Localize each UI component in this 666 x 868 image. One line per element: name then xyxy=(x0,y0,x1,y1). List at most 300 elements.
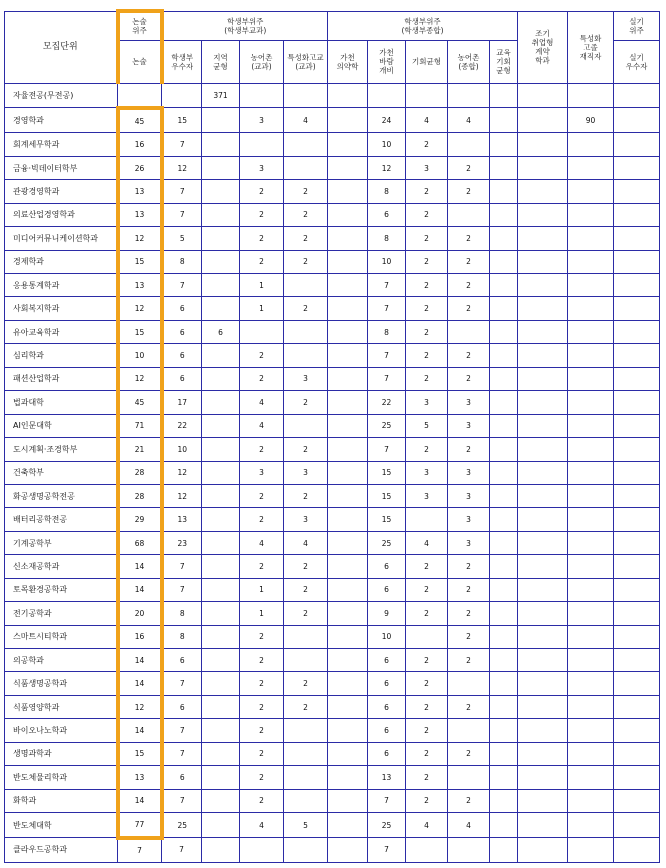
quota-cell xyxy=(490,461,518,484)
quota-cell: 14 xyxy=(118,555,162,578)
quota-cell: 2 xyxy=(240,180,284,203)
quota-cell xyxy=(490,367,518,390)
quota-cell: 10 xyxy=(368,133,406,156)
quota-cell: 2 xyxy=(284,695,328,718)
quota-cell: 8 xyxy=(162,625,202,648)
quota-cell: 6 xyxy=(202,320,240,343)
quota-cell xyxy=(328,367,368,390)
quota-cell xyxy=(614,461,660,484)
quota-cell: 6 xyxy=(368,672,406,695)
quota-cell xyxy=(284,133,328,156)
quota-cell: 14 xyxy=(118,578,162,601)
quota-cell: 2 xyxy=(284,672,328,695)
quota-cell xyxy=(518,156,568,179)
quota-cell xyxy=(490,203,518,226)
quota-cell xyxy=(328,156,368,179)
quota-cell: 25 xyxy=(162,813,202,838)
quota-cell: 2 xyxy=(448,297,490,320)
quota-cell: 1 xyxy=(240,297,284,320)
quota-cell xyxy=(406,508,448,531)
quota-cell: 16 xyxy=(118,133,162,156)
quota-cell: 2 xyxy=(448,695,490,718)
quota-cell: 5 xyxy=(406,414,448,437)
quota-cell xyxy=(568,649,614,672)
quota-cell: 2 xyxy=(240,227,284,250)
quota-cell xyxy=(518,367,568,390)
quota-cell xyxy=(202,789,240,812)
quota-cell: 10 xyxy=(368,625,406,648)
unit-name-cell: 의공학과 xyxy=(5,649,118,672)
quota-cell xyxy=(328,438,368,461)
table-row xyxy=(5,602,660,625)
quota-cell xyxy=(490,133,518,156)
quota-cell xyxy=(614,83,660,108)
quota-cell xyxy=(284,83,328,108)
unit-name-cell: 회계세무학과 xyxy=(5,133,118,156)
quota-cell: 2 xyxy=(240,367,284,390)
quota-cell xyxy=(614,156,660,179)
quota-cell xyxy=(518,344,568,367)
table-row xyxy=(5,719,660,742)
header-nonsul-group: 논술 위주 xyxy=(118,11,162,40)
quota-cell xyxy=(240,838,284,863)
quota-cell: 4 xyxy=(240,531,284,554)
quota-cell xyxy=(448,320,490,343)
quota-cell xyxy=(490,838,518,863)
table-row xyxy=(5,320,660,343)
quota-cell: 2 xyxy=(240,766,284,789)
quota-cell xyxy=(202,203,240,226)
quota-cell: 7 xyxy=(162,742,202,765)
quota-cell xyxy=(490,83,518,108)
quota-cell: 2 xyxy=(406,320,448,343)
quota-cell xyxy=(490,719,518,742)
quota-cell xyxy=(518,438,568,461)
quota-cell xyxy=(328,484,368,507)
quota-cell xyxy=(614,367,660,390)
quota-cell: 3 xyxy=(284,461,328,484)
quota-cell xyxy=(614,602,660,625)
quota-cell xyxy=(448,133,490,156)
quota-cell: 13 xyxy=(162,508,202,531)
quota-cell: 7 xyxy=(162,672,202,695)
header-special-worker: 특성화 고졸 재직자 xyxy=(568,11,614,83)
quota-cell: 3 xyxy=(240,156,284,179)
quota-cell xyxy=(518,838,568,863)
quota-cell: 22 xyxy=(368,391,406,414)
quota-cell: 14 xyxy=(118,789,162,812)
quota-cell xyxy=(568,742,614,765)
quota-cell xyxy=(614,766,660,789)
quota-cell xyxy=(568,695,614,718)
quota-cell xyxy=(614,484,660,507)
table-row xyxy=(5,789,660,812)
quota-cell xyxy=(518,484,568,507)
quota-cell: 2 xyxy=(240,719,284,742)
quota-cell: 12 xyxy=(162,461,202,484)
quota-cell xyxy=(518,602,568,625)
quota-cell: 13 xyxy=(118,766,162,789)
quota-cell: 7 xyxy=(162,719,202,742)
quota-cell xyxy=(490,297,518,320)
quota-cell: 2 xyxy=(240,508,284,531)
quota-cell xyxy=(568,297,614,320)
quota-cell xyxy=(518,766,568,789)
quota-cell: 2 xyxy=(448,555,490,578)
table-row xyxy=(5,391,660,414)
quota-cell: 7 xyxy=(368,438,406,461)
quota-cell xyxy=(202,461,240,484)
quota-cell: 8 xyxy=(162,250,202,273)
quota-cell: 28 xyxy=(118,484,162,507)
quota-cell xyxy=(518,555,568,578)
unit-name-cell: 법과대학 xyxy=(5,391,118,414)
quota-cell xyxy=(614,297,660,320)
quota-cell: 25 xyxy=(368,531,406,554)
quota-cell xyxy=(490,108,518,133)
quota-cell xyxy=(568,133,614,156)
table-row xyxy=(5,649,660,672)
quota-cell: 2 xyxy=(284,578,328,601)
quota-cell xyxy=(328,297,368,320)
quota-cell xyxy=(328,320,368,343)
quota-cell: 2 xyxy=(448,367,490,390)
quota-cell: 2 xyxy=(406,578,448,601)
quota-cell xyxy=(614,578,660,601)
quota-cell xyxy=(518,297,568,320)
quota-cell xyxy=(490,742,518,765)
quota-cell: 22 xyxy=(162,414,202,437)
quota-cell: 4 xyxy=(406,531,448,554)
quota-cell xyxy=(518,672,568,695)
quota-cell: 7 xyxy=(368,297,406,320)
quota-cell xyxy=(568,484,614,507)
table-row xyxy=(5,578,660,601)
quota-cell xyxy=(614,672,660,695)
quota-cell: 6 xyxy=(368,719,406,742)
quota-cell xyxy=(568,508,614,531)
quota-cell xyxy=(568,531,614,554)
table-row xyxy=(5,297,660,320)
quota-cell: 12 xyxy=(118,297,162,320)
quota-cell: 7 xyxy=(118,838,162,863)
quota-cell xyxy=(284,649,328,672)
quota-cell xyxy=(614,838,660,863)
unit-name-cell: 유아교육학과 xyxy=(5,320,118,343)
quota-cell: 2 xyxy=(406,133,448,156)
quota-cell: 6 xyxy=(368,695,406,718)
quota-cell: 71 xyxy=(118,414,162,437)
quota-cell: 2 xyxy=(448,227,490,250)
quota-cell xyxy=(328,695,368,718)
quota-cell: 2 xyxy=(240,672,284,695)
quota-cell xyxy=(202,625,240,648)
quota-cell xyxy=(490,555,518,578)
quota-cell: 7 xyxy=(368,367,406,390)
quota-cell xyxy=(284,274,328,297)
quota-cell: 16 xyxy=(118,625,162,648)
quota-cell xyxy=(202,297,240,320)
unit-name-cell: 클라우드공학과 xyxy=(5,838,118,863)
quota-cell xyxy=(568,438,614,461)
quota-cell xyxy=(202,531,240,554)
quota-cell: 2 xyxy=(448,274,490,297)
quota-cell: 7 xyxy=(368,789,406,812)
quota-cell xyxy=(202,227,240,250)
quota-cell: 2 xyxy=(406,250,448,273)
quota-cell: 2 xyxy=(240,438,284,461)
table-row xyxy=(5,414,660,437)
quota-cell: 15 xyxy=(118,250,162,273)
quota-cell xyxy=(518,813,568,838)
quota-cell xyxy=(490,649,518,672)
quota-cell: 2 xyxy=(240,695,284,718)
quota-cell: 2 xyxy=(406,602,448,625)
quota-cell xyxy=(490,813,518,838)
quota-cell: 12 xyxy=(368,156,406,179)
unit-name-cell: 기계공학부 xyxy=(5,531,118,554)
quota-cell: 2 xyxy=(284,602,328,625)
quota-cell xyxy=(518,742,568,765)
quota-cell: 2 xyxy=(406,649,448,672)
unit-name-cell: 금융·빅데이터학부 xyxy=(5,156,118,179)
unit-name-cell: 의료산업경영학과 xyxy=(5,203,118,226)
quota-cell xyxy=(328,672,368,695)
quota-cell xyxy=(202,367,240,390)
quota-cell xyxy=(614,742,660,765)
quota-cell: 4 xyxy=(406,813,448,838)
quota-cell: 6 xyxy=(368,649,406,672)
quota-cell: 29 xyxy=(118,508,162,531)
quota-cell: 14 xyxy=(118,719,162,742)
quota-cell: 2 xyxy=(448,156,490,179)
quota-cell xyxy=(614,695,660,718)
quota-cell xyxy=(518,391,568,414)
unit-name-cell: AI인문대학 xyxy=(5,414,118,437)
quota-cell xyxy=(328,531,368,554)
quota-cell xyxy=(614,391,660,414)
quota-cell: 3 xyxy=(406,391,448,414)
quota-cell: 4 xyxy=(406,108,448,133)
quota-cell: 2 xyxy=(284,180,328,203)
quota-cell xyxy=(328,555,368,578)
header-hakgyo-group: 학생부위주 (학생부교과) xyxy=(162,11,328,40)
quota-cell xyxy=(490,531,518,554)
quota-cell: 7 xyxy=(162,838,202,863)
quota-cell: 14 xyxy=(118,672,162,695)
quota-cell: 8 xyxy=(162,602,202,625)
quota-cell xyxy=(328,83,368,108)
quota-cell: 3 xyxy=(406,461,448,484)
quota-cell: 9 xyxy=(368,602,406,625)
quota-cell: 1 xyxy=(240,578,284,601)
quota-cell xyxy=(328,250,368,273)
quota-cell xyxy=(284,344,328,367)
quota-cell: 4 xyxy=(240,813,284,838)
quota-cell: 68 xyxy=(118,531,162,554)
quota-cell xyxy=(202,719,240,742)
quota-cell: 2 xyxy=(406,227,448,250)
table-row xyxy=(5,203,660,226)
quota-cell: 10 xyxy=(162,438,202,461)
quota-cell: 2 xyxy=(284,438,328,461)
subheader-regional-balance: 지역 균형 xyxy=(202,40,240,83)
table-row xyxy=(5,367,660,390)
table-row xyxy=(5,227,660,250)
quota-cell xyxy=(202,180,240,203)
quota-cell xyxy=(240,133,284,156)
quota-cell xyxy=(118,83,162,108)
quota-cell xyxy=(368,83,406,108)
quota-cell xyxy=(614,108,660,133)
quota-cell xyxy=(202,484,240,507)
quota-cell: 6 xyxy=(162,766,202,789)
quota-cell xyxy=(328,766,368,789)
quota-cell xyxy=(202,555,240,578)
quota-cell xyxy=(202,156,240,179)
quota-cell xyxy=(518,531,568,554)
quota-cell: 10 xyxy=(368,250,406,273)
quota-cell: 2 xyxy=(284,555,328,578)
quota-cell xyxy=(490,391,518,414)
quota-cell: 6 xyxy=(368,742,406,765)
quota-cell: 7 xyxy=(368,274,406,297)
quota-cell: 2 xyxy=(406,344,448,367)
quota-cell xyxy=(490,414,518,437)
quota-cell xyxy=(518,414,568,437)
table-row xyxy=(5,766,660,789)
header-early-contract: 조기 취업형 계약 학과 xyxy=(518,11,568,83)
quota-cell: 2 xyxy=(448,789,490,812)
quota-cell: 23 xyxy=(162,531,202,554)
quota-cell xyxy=(328,274,368,297)
quota-cell: 3 xyxy=(406,156,448,179)
quota-cell: 12 xyxy=(118,695,162,718)
quota-cell: 12 xyxy=(162,156,202,179)
quota-cell xyxy=(328,180,368,203)
quota-cell xyxy=(448,766,490,789)
quota-cell xyxy=(448,83,490,108)
quota-cell xyxy=(448,203,490,226)
quota-cell: 2 xyxy=(406,180,448,203)
quota-cell xyxy=(328,108,368,133)
quota-cell xyxy=(568,766,614,789)
quota-cell xyxy=(490,766,518,789)
quota-cell xyxy=(328,625,368,648)
quota-cell xyxy=(518,203,568,226)
unit-name-cell: 사회복지학과 xyxy=(5,297,118,320)
quota-cell: 7 xyxy=(162,789,202,812)
admission-table-wrapper xyxy=(4,9,660,863)
table-row xyxy=(5,484,660,507)
quota-cell: 6 xyxy=(162,297,202,320)
quota-cell: 3 xyxy=(448,414,490,437)
unit-name-cell: 건축학부 xyxy=(5,461,118,484)
unit-name-cell: 전기공학과 xyxy=(5,602,118,625)
quota-cell xyxy=(448,838,490,863)
quota-cell: 2 xyxy=(240,250,284,273)
quota-cell xyxy=(568,625,614,648)
unit-name-cell: 심리학과 xyxy=(5,344,118,367)
quota-cell xyxy=(614,250,660,273)
unit-name-cell: 경제학과 xyxy=(5,250,118,273)
quota-cell xyxy=(614,555,660,578)
quota-cell xyxy=(490,625,518,648)
quota-cell: 2 xyxy=(406,672,448,695)
quota-cell xyxy=(614,344,660,367)
unit-name-cell: 반도체대학 xyxy=(5,813,118,838)
quota-cell: 90 xyxy=(568,108,614,133)
quota-cell: 15 xyxy=(118,742,162,765)
quota-cell xyxy=(284,156,328,179)
quota-cell xyxy=(568,461,614,484)
quota-cell: 3 xyxy=(448,461,490,484)
quota-cell xyxy=(202,438,240,461)
quota-cell xyxy=(568,555,614,578)
quota-cell: 6 xyxy=(162,695,202,718)
quota-cell xyxy=(202,274,240,297)
quota-cell: 13 xyxy=(118,274,162,297)
quota-cell: 2 xyxy=(448,578,490,601)
quota-cell: 2 xyxy=(240,555,284,578)
quota-cell xyxy=(284,742,328,765)
quota-cell xyxy=(328,742,368,765)
table-row xyxy=(5,813,660,838)
subheader-education-opportunity: 교육 기회 균형 xyxy=(490,40,518,83)
quota-cell xyxy=(202,766,240,789)
quota-cell xyxy=(202,250,240,273)
quota-cell: 1 xyxy=(240,602,284,625)
table-row xyxy=(5,625,660,648)
quota-cell xyxy=(202,108,240,133)
quota-cell xyxy=(328,813,368,838)
quota-cell: 20 xyxy=(118,602,162,625)
unit-name-cell: 미디어커뮤니케이션학과 xyxy=(5,227,118,250)
quota-cell: 2 xyxy=(284,250,328,273)
quota-cell xyxy=(490,672,518,695)
quota-cell xyxy=(614,625,660,648)
quota-cell: 2 xyxy=(284,297,328,320)
unit-name-cell: 관광경영학과 xyxy=(5,180,118,203)
quota-cell xyxy=(568,83,614,108)
quota-cell xyxy=(568,274,614,297)
quota-cell: 2 xyxy=(406,742,448,765)
quota-cell xyxy=(284,789,328,812)
quota-cell xyxy=(406,83,448,108)
quota-cell: 2 xyxy=(240,484,284,507)
quota-cell xyxy=(518,461,568,484)
unit-name-cell: 도시계획·조경학부 xyxy=(5,438,118,461)
quota-cell xyxy=(284,719,328,742)
quota-cell: 4 xyxy=(448,813,490,838)
quota-cell: 2 xyxy=(284,484,328,507)
quota-cell: 3 xyxy=(406,484,448,507)
unit-name-cell: 바이오나노학과 xyxy=(5,719,118,742)
quota-cell xyxy=(202,695,240,718)
table-row xyxy=(5,156,660,179)
subheader-rural-comprehensive: 농어촌 (종합) xyxy=(448,40,490,83)
quota-cell: 3 xyxy=(448,484,490,507)
quota-cell xyxy=(202,414,240,437)
quota-cell: 2 xyxy=(448,250,490,273)
quota-cell: 371 xyxy=(202,83,240,108)
quota-cell: 25 xyxy=(368,813,406,838)
quota-cell: 45 xyxy=(118,391,162,414)
subheader-practical-excellent: 실기 우수자 xyxy=(614,40,660,83)
quota-cell xyxy=(406,838,448,863)
quota-cell xyxy=(518,180,568,203)
quota-cell: 12 xyxy=(118,367,162,390)
